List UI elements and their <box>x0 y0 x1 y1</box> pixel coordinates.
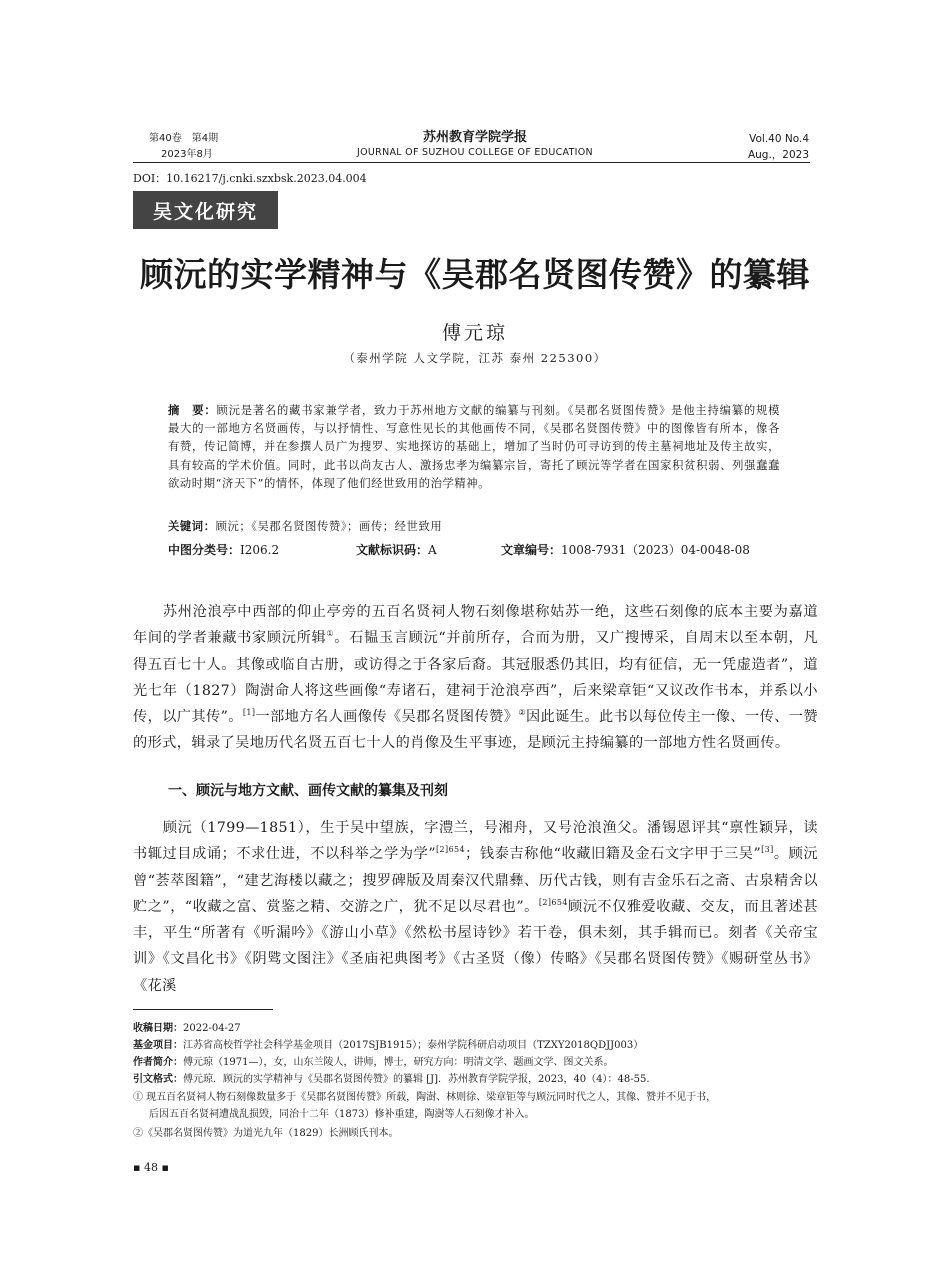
citation-ref-2[interactable]: [2]654 <box>436 845 466 855</box>
abstract-label: 摘 要： <box>168 404 217 417</box>
journal-name-en: JOURNAL OF SUZHOU COLLEGE OF EDUCATION <box>357 147 593 158</box>
p2-text-a: 顾沅（1799—1851），生于吴中望族，字澧兰，号湘舟，又号沧浪渔父。潘锡恩评其“禀性颖异，读书辄过目成诵；不求仕进，不以科举之学为学” <box>133 820 818 863</box>
footnote-2: ②《吴郡名贤图传赞》为道光九年（1829）长洲顾氏刊本。 <box>133 1128 399 1139</box>
volume-issue: 第40卷 第4期 <box>149 133 219 144</box>
citation-format-value: 傅元琼．顾沅的实学精神与《吴郡名贤图传赞》的纂辑 [J]．苏州教育学院学报，2023，40（4）：48-55. <box>183 1074 650 1085</box>
body-paragraph-1 <box>133 599 818 757</box>
article-number <box>501 541 750 558</box>
author-bio <box>133 1054 823 1071</box>
journal-issue-info <box>149 131 218 163</box>
footnote-1 <box>133 1089 823 1123</box>
citation-ref-1[interactable]: [1] <box>242 708 256 718</box>
citation-ref-4[interactable]: [2]654 <box>538 897 568 907</box>
p2-text-d: 顾沅不仅雅爱收藏、交友，而且著述甚丰，平生“所著有《听漏吟》《游山小草》《然松书屋诗钞》若干卷，俱未刻，其手辑而已。刻者《关帝宝训》《文昌化书》《阴骘文图注》《圣庙祀典图考》《古圣贤（像）传略》《吴郡名贤图传赞》《赐研堂丛书》《花溪 <box>133 898 818 994</box>
classification-line <box>168 541 808 559</box>
footnote-1-line-1: ① 现五百名贤祠人物石刻像数量多于《吴郡名贤图传赞》所载，陶澍、林则徐、梁章钜等与顾沅同时代之人，其像、赞并不见于书， <box>133 1092 717 1103</box>
clc-number <box>168 541 279 558</box>
footnote-divider <box>133 1009 273 1010</box>
citation-format <box>133 1071 823 1088</box>
page-number: ▪ 48 ▪ <box>133 1161 169 1174</box>
section-heading-1: 一、顾沅与地方文献、画传文献的纂集及刊刻 <box>168 783 448 799</box>
issue-date: 2023年8月 <box>161 149 213 160</box>
journal-name <box>300 129 650 160</box>
keywords-text: 顾沅；《吴郡名贤图传赞》；画传；经世致用 <box>215 520 443 533</box>
footnote-ref-2[interactable]: ② <box>518 708 526 718</box>
citation-format-label: 引文格式： <box>133 1074 183 1085</box>
funding-label: 基金项目： <box>133 1040 183 1051</box>
keywords <box>168 518 442 534</box>
body-paragraph-2 <box>133 815 818 999</box>
doc-code-value: A <box>428 543 437 557</box>
author-affiliation: （泰州学院 人文学院，江苏 泰州 225300） <box>343 351 607 365</box>
received-date <box>133 1020 823 1037</box>
abstract-text: 顾沅是著名的藏书家兼学者，致力于苏州地方文献的编纂与刊刻。《吴郡名贤图传赞》是他主持编纂的规模最大的一部地方名贤画传，与以抒情性、写意性见长的其他画传不同，《吴郡名贤图传赞》中的图像皆有所本，像各有赞，传记简博，并在参撰人员广为搜罗、实地探访的基础上，增加了当时仍可寻访到的传主墓祠地址及传主故实，具有较高的学术价值。同时，此书以尚友古人、激扬忠孝为编纂宗旨，寄托了顾沅等学者在国家积贫积弱、列强蠢蠢欲动时期“济天下”的情怀，体现了他们经世致用的治学精神。 <box>168 404 780 490</box>
clc-label: 中图分类号： <box>168 543 241 557</box>
issue-date-en: Aug.，2023 <box>747 149 809 161</box>
doc-code-label: 文献标识码： <box>356 543 429 557</box>
received-date-label: 收稿日期： <box>133 1023 183 1034</box>
p1-text-c: 一部地方名人画像传《吴郡名贤图传赞》 <box>255 709 519 726</box>
p2-text-c: 。顾沅曾“荟萃图籍”，“建艺海楼以藏之；搜罗碑版及周秦汉代鼎彝、历代古钱，则有吉金乐石之斋、古泉精舍以贮之”，“收藏之富、赏鉴之精、交游之广，犹不足以尽君也”。 <box>133 846 818 915</box>
journal-name-cn: 苏州教育学院学报 <box>422 130 527 145</box>
article-number-label: 文章编号： <box>501 543 562 557</box>
header-divider <box>133 162 810 163</box>
footnote-1-line-2: 后因五百名贤祠遭战乱损毁，同治十二年（1873）修补重建，陶澍等人石刻像才补入。 <box>149 1109 535 1120</box>
volume-issue-en: Vol.40 No.4 <box>749 133 809 145</box>
keywords-label: 关键词： <box>168 520 216 533</box>
article-title: 顾沅的实学精神与《吴郡名贤图传赞》的纂辑 <box>140 255 810 294</box>
p1-text-d: 因此诞生。此书以每位传主一像、一传、一赞的形式，辑录了吴地历代名贤五百七十人的肖像及生平事迹，是顾沅主持编纂的一部地方性名贤画传。 <box>133 709 818 752</box>
doi: DOI：10.16217/j.cnki.szxbsk.2023.04.004 <box>133 172 367 185</box>
abstract <box>168 402 780 493</box>
p1-text-b: 。石韫玉言顾沅“并前所存，合而为册，又广搜博采，自周末以至本朝，凡得五百七十人。其像或临自古册，或访得之于各家后裔。其冠服悉仍其旧，均有征信，无一凭虚造者”，道光七年（1827）陶澍命人将这些画像“寿诸石，建祠于沧浪亭西”，后来梁章钜“又议改作书本，并系以小传，以广其传”。 <box>133 630 818 726</box>
document-code <box>356 541 437 558</box>
clc-value: I206.2 <box>240 543 280 557</box>
author-name: 傅元琼 <box>441 322 508 344</box>
p1-text-a: 苏州沧浪亭中西部的仰止亭旁的五百名贤祠人物石刻像堪称姑苏一绝，这些石刻像的底本主要为嘉道年间的学者兼藏书家顾沅所辑 <box>133 604 818 647</box>
author-bio-value: 傅元琼（1971—），女，山东兰陵人，讲师，博士，研究方向：明清文学、题画文学、图文关系。 <box>183 1057 614 1068</box>
author-bio-label: 作者简介： <box>133 1057 183 1068</box>
funding-value: 江苏省高校哲学社会科学基金项目（2017SJB1915）；泰州学院科研启动项目（TZXY2018QDJJ003） <box>183 1040 644 1051</box>
journal-issue-info-en <box>748 131 809 163</box>
article-number-value: 1008-7931（2023）04-0048-08 <box>561 543 750 557</box>
p2-text-b: ；钱泰吉称他“收藏旧籍及金石文字甲于三吴” <box>465 846 762 863</box>
citation-ref-3[interactable]: [3] <box>761 845 774 855</box>
funding <box>133 1037 823 1054</box>
footnote-ref-1[interactable]: ① <box>326 629 335 639</box>
section-label: 吴文化研究 <box>133 191 278 229</box>
received-date-value: 2022-04-27 <box>183 1023 241 1034</box>
